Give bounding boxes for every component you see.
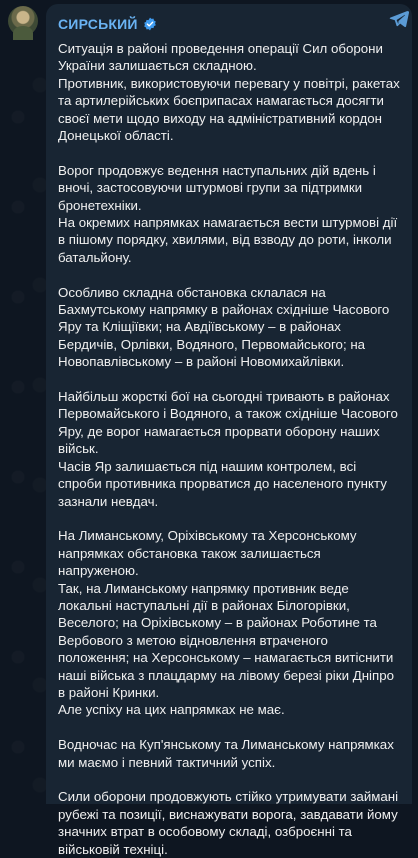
telegram-plane-icon[interactable] — [388, 8, 410, 30]
message-paragraph: Сили оборони продовжують стійко утримувати займані рубежі та позиції, виснажувати ворога, завдавати йому значних втрат в особовому складі, озброєнні та військовій техніці. — [58, 789, 399, 857]
paragraph-gap — [58, 771, 400, 788]
message-paragraph: На Лиманському, Оріхівському та Херсонському напрямках обстановка також залишається напруженою. — [58, 528, 357, 579]
message-bubble — [46, 4, 412, 857]
message-text — [58, 40, 400, 858]
channel-name[interactable]: СИРСЬКИЙ — [58, 16, 138, 32]
verified-badge-icon — [143, 17, 157, 31]
message-paragraph: Так, на Лиманському напрямку противник веде локальні наступальні дії в районах Білогорівки, Веселого; на Оріхівському – в районах Роботине та Вербового з метою відновлення втраченого положення; на Херсонському – намагається витіснити наші війська з плацдарму на лівому березі ріки Дніпро в районі Кринки. — [58, 580, 394, 700]
message-paragraph: Часів Яр залишається під нашим контролем, всі спроби противника прорватися до населеного пункту зазнали невдач. — [58, 458, 387, 509]
paragraph-gap — [58, 144, 400, 161]
message-paragraph: Ситуація в районі проведення операції Сил оборони України залишається складною. — [58, 41, 383, 74]
message-paragraph: Але успіху на цих напрямках не має. — [58, 702, 285, 718]
message-paragraph: Найбільш жорсткі бої на сьогодні тривають в районах Первомайського і Водяного, а також східніше Часового Яру, де ворог намагається прорвати оборону наших військ. — [58, 389, 398, 457]
channel-avatar[interactable] — [8, 6, 38, 36]
message-paragraph: Водночас на Куп'янському та Лиманському напрямках ми маємо і певний тактичний успіх. — [58, 737, 394, 770]
message-paragraph: Противник, використовуючи перевагу у повітрі, ракетах та артилерійських боєприпасах намагається досягти своєї мети щодо виходу на адміністративний кордон Донецької області. — [58, 75, 400, 144]
message-header — [58, 14, 400, 34]
message-paragraph: Особливо складна обстановка склалася на Бахмутському напрямку в районах східніше Часового Яру та Кліщіївки; на Авдіївському – в районах Бердичів, Орлівки, Водяного, Первомайського; на Новопавлівському – в районі Новомихайлівки. — [58, 284, 390, 370]
paragraph-gap — [58, 510, 400, 527]
message-paragraph: Ворог продовжує ведення наступальних дій вдень і вночі, застосовуючи штурмові групи за підтримки бронетехніки. — [58, 162, 376, 213]
paragraph-gap — [58, 719, 400, 736]
message-paragraph: На окремих напрямках намагається вести штурмові дії в пішому порядку, хвилями, від взводу до роти, інколи батальйону. — [58, 215, 398, 265]
paragraph-gap — [58, 266, 400, 283]
paragraph-gap — [58, 371, 400, 388]
